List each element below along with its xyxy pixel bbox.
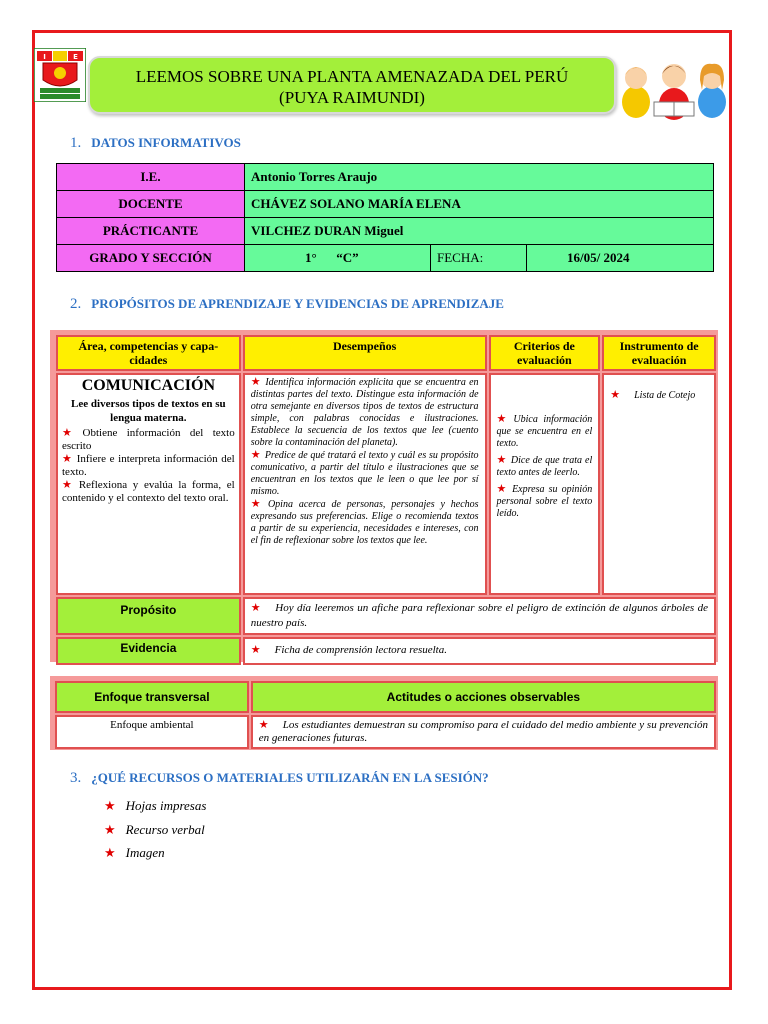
approach-header-left: Enfoque transversal bbox=[55, 681, 249, 713]
capacity-item: ★ Reflexiona y evalúa la forma, el contenido y el contexto del texto oral. bbox=[62, 479, 235, 504]
capacity-list bbox=[62, 427, 235, 505]
star-bullet-icon: ★ bbox=[496, 413, 510, 425]
materials-list bbox=[104, 798, 206, 869]
criteria-cell bbox=[489, 373, 601, 595]
practicante-label: PRÁCTICANTE bbox=[57, 218, 245, 245]
header-instrument: Instrumento de evaluación bbox=[602, 335, 716, 371]
purposes-table-frame bbox=[50, 330, 718, 662]
docente-label: DOCENTE bbox=[57, 191, 245, 218]
competence: Lee diversos tipos de textos en su lengua materna. bbox=[71, 398, 226, 424]
ie-value: Antonio Torres Araujo bbox=[245, 164, 714, 191]
fecha-label: FECHA: bbox=[431, 245, 527, 272]
docente-value: CHÁVEZ SOLANO MARÍA ELENA bbox=[245, 191, 714, 218]
star-bullet-icon: ★ bbox=[62, 479, 75, 491]
material-item: ★ Recurso verbal bbox=[104, 821, 205, 837]
performance-item: ★ Opina acerca de personas, personajes y hechos expresando sus preferencias. Elige o recomienda textos a partir de su experiencia, necesidades e intereses, con el fin de reflexionar sobre los textos que lee. bbox=[250, 498, 479, 546]
star-bullet-icon: ★ bbox=[250, 449, 261, 461]
title-banner bbox=[88, 56, 616, 114]
criterion-item: ★ Ubica información que se encuentra en el texto. bbox=[496, 413, 593, 449]
performance-item: ★ Identifica información explícita que se encuentra en distintas partes del texto. Distingue esta información de otra semejante en diversos tipos de textos de estructura simple, con palabras conocidas e ilustraciones. Establece la secuencia de los textos que lee (cuento sobre la contaminación del planeta). bbox=[250, 376, 479, 448]
section-3-heading: 3. ¿QUÉ RECURSOS O MATERIALES UTILIZARÁN EN LA SESIÓN? bbox=[70, 770, 489, 786]
svg-text:E: E bbox=[73, 53, 78, 61]
area-cell bbox=[56, 373, 241, 595]
area-title: COMUNICACIÓN bbox=[81, 377, 216, 394]
star-bullet-icon: ★ bbox=[496, 454, 507, 466]
section-1-heading: 1. DATOS INFORMATIVOS bbox=[70, 135, 241, 151]
school-logo bbox=[34, 48, 86, 102]
star-bullet-icon: ★ bbox=[610, 389, 621, 401]
material-item: ★ Hojas impresas bbox=[104, 798, 207, 813]
children-reading-illustration bbox=[614, 50, 734, 122]
grado-label: GRADO Y SECCIÓN bbox=[57, 245, 245, 272]
header-criteria: Criterios de evaluación bbox=[489, 335, 601, 371]
svg-text:I: I bbox=[43, 53, 46, 61]
approach-table bbox=[53, 679, 718, 751]
section-2-heading: 2. PROPÓSITOS DE APRENDIZAJE Y EVIDENCIAS DE APRENDIZAJE bbox=[70, 296, 504, 312]
star-bullet-icon: ★ bbox=[104, 845, 116, 860]
criterion-item: ★ Dice de que trata el texto antes de leerlo. bbox=[496, 454, 593, 478]
approach-header-right: Actitudes o acciones observables bbox=[251, 681, 716, 713]
approach-action: Los estudiantes demuestran su compromiso para el cuidado del medio ambiente y su prevención en generaciones futuras. bbox=[258, 719, 708, 744]
star-bullet-icon: ★ bbox=[62, 453, 73, 465]
star-bullet-icon: ★ bbox=[250, 602, 262, 614]
star-bullet-icon: ★ bbox=[104, 798, 116, 813]
approach-action-cell bbox=[251, 715, 716, 749]
material-item: ★ Imagen bbox=[104, 845, 165, 860]
info-table bbox=[56, 163, 714, 272]
criterion-item: ★ Expresa su opinión personal sobre el texto leído. bbox=[496, 483, 593, 519]
proposito-label: Propósito bbox=[56, 597, 241, 635]
instrument-cell bbox=[602, 373, 716, 595]
approach-name: Enfoque ambiental bbox=[55, 715, 249, 749]
instrument-item: ★ Lista de Cotejo bbox=[610, 389, 696, 401]
proposito-text: Hoy día leeremos un afiche para reflexionar sobre el peligro de extinción de algunos árboles de nuestro país. bbox=[250, 602, 708, 629]
performance-item: ★ Predice de qué tratará el texto y cuál es su propósito comunicativo, a partir del título e ilustraciones que se encuentran en los textos que le leen o que lee por sí mismo. bbox=[250, 449, 479, 497]
title-line-1: LEEMOS SOBRE UNA PLANTA AMENAZADA DEL PERÚ bbox=[135, 67, 569, 86]
star-bullet-icon: ★ bbox=[250, 376, 262, 388]
star-bullet-icon: ★ bbox=[62, 427, 79, 439]
capacity-item: ★ Obtiene información del texto escrito bbox=[62, 427, 235, 452]
title-line-2: (PUYA RAIMUNDI) bbox=[279, 88, 425, 107]
star-bullet-icon: ★ bbox=[496, 483, 509, 495]
star-bullet-icon: ★ bbox=[258, 719, 269, 731]
header-area: Área, competencias y capa-cidades bbox=[56, 335, 241, 371]
ie-label: I.E. bbox=[57, 164, 245, 191]
header-performances: Desempeños bbox=[243, 335, 487, 371]
evidencia-text-cell bbox=[243, 637, 716, 665]
practicante-value: VILCHEZ DURAN Miguel bbox=[245, 218, 714, 245]
star-bullet-icon: ★ bbox=[104, 821, 116, 837]
star-bullet-icon: ★ bbox=[250, 498, 264, 510]
star-bullet-icon: ★ bbox=[250, 644, 261, 656]
fecha-value: 16/05/ 2024 bbox=[527, 245, 714, 272]
grado-value: 1° “C” bbox=[245, 245, 431, 272]
evidencia-text: Ficha de comprensión lectora resuelta. bbox=[274, 644, 447, 656]
performances-cell bbox=[243, 373, 487, 595]
capacity-item: ★ Infiere e interpreta información del texto. bbox=[62, 453, 235, 478]
evidencia-label: Evidencia bbox=[56, 637, 241, 665]
purposes-table bbox=[54, 333, 718, 667]
approach-table-frame bbox=[50, 676, 718, 750]
proposito-text-cell bbox=[243, 597, 716, 635]
